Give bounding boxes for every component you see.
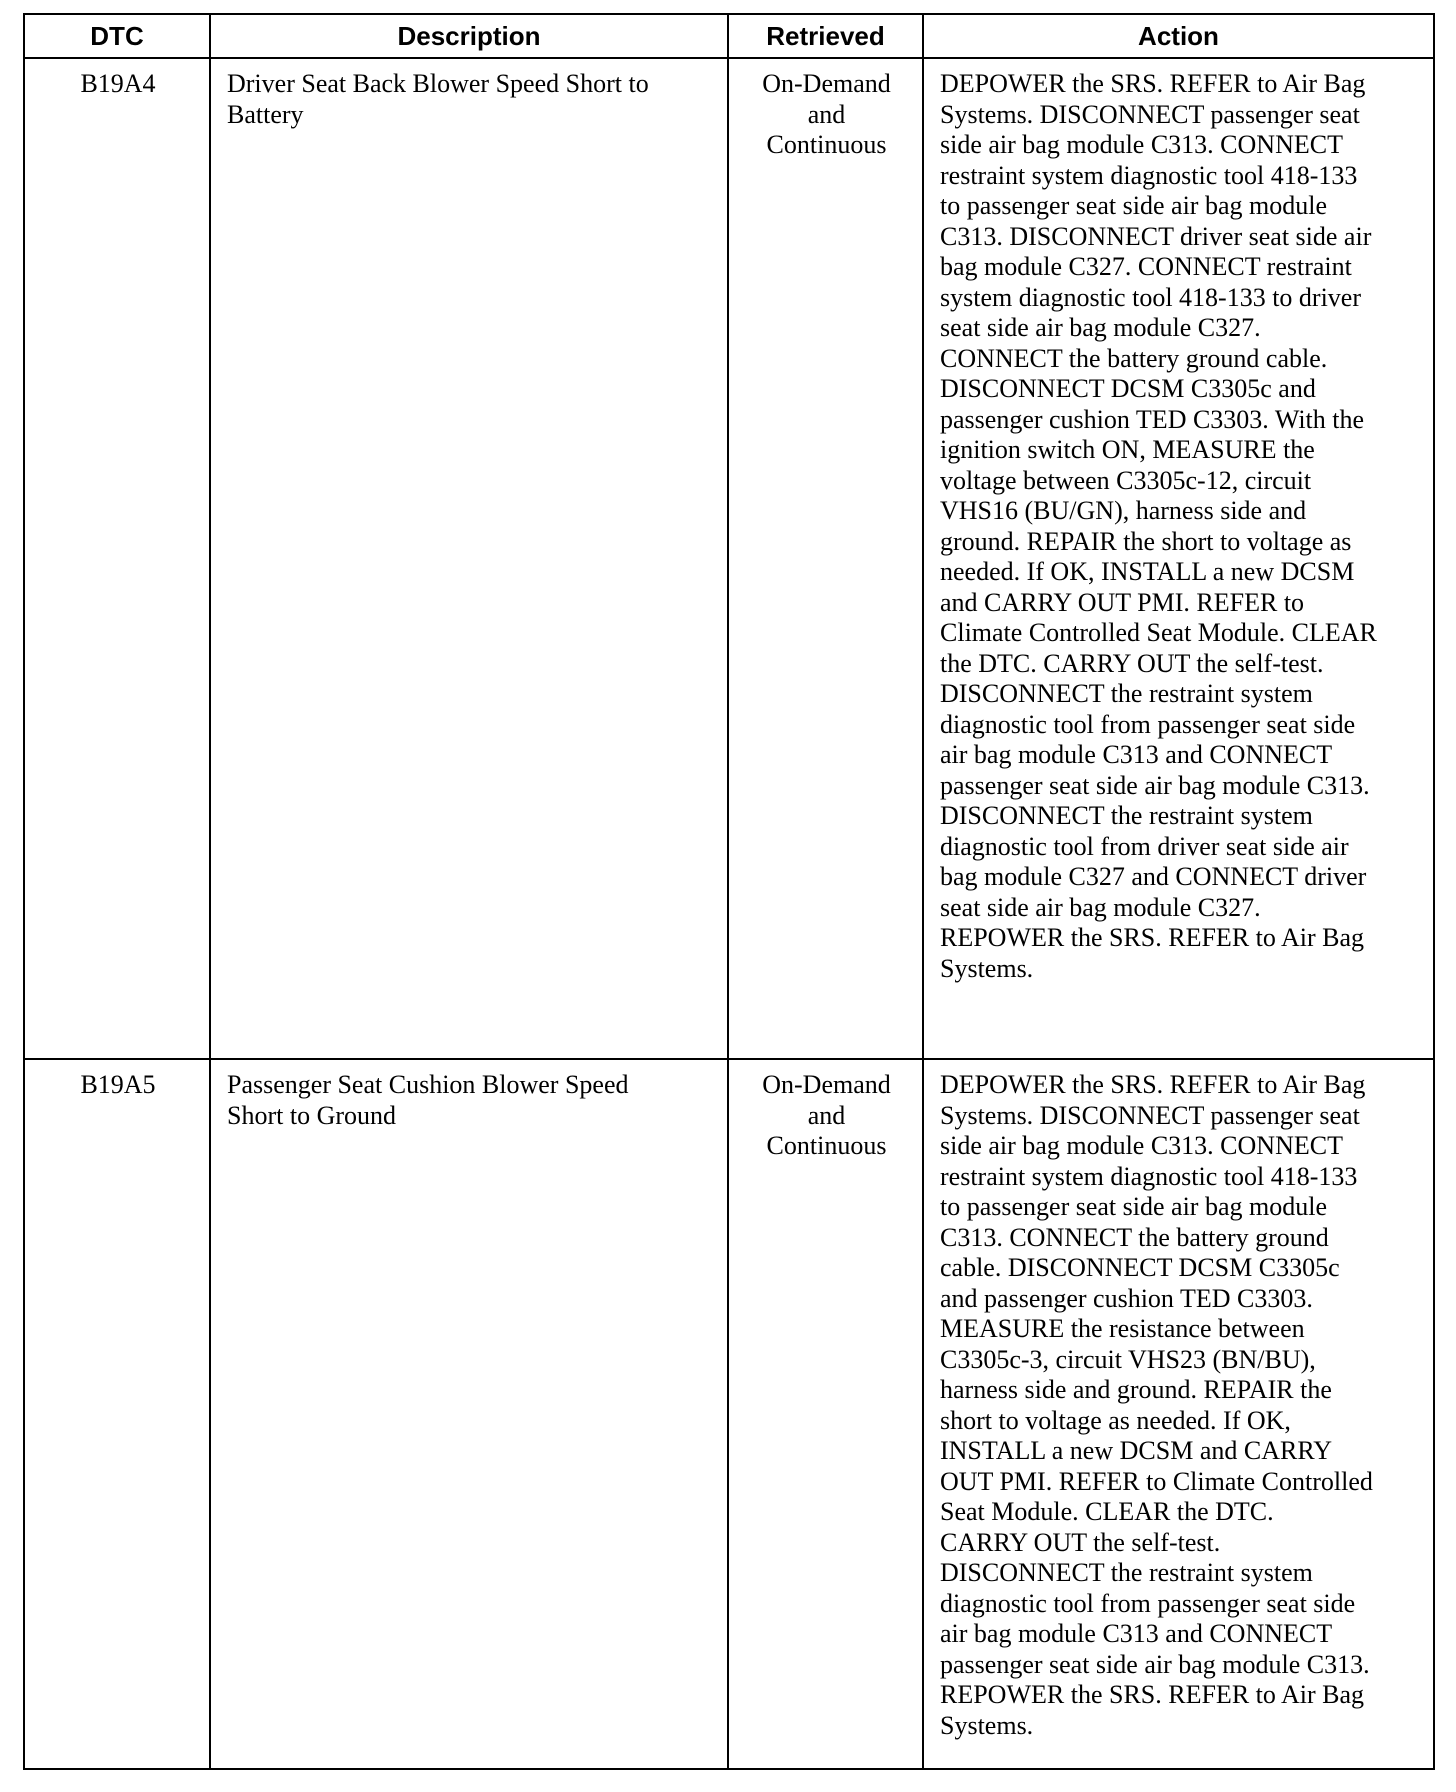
- header-description: Description: [210, 14, 728, 58]
- table-row: [24, 58, 1434, 1059]
- header-dtc: DTC: [24, 14, 210, 58]
- table-row: [24, 1059, 1434, 1769]
- header-row: [24, 14, 1434, 58]
- dtc-action: DEPOWER the SRS. REFER to Air Bag Systems. DISCONNECT passenger seat side air bag module C313. CONNECT restraint system diagnostic tool 418-133 to passenger seat side air bag module C313. CONNECT the battery ground cable. DISCONNECT DCSM C3305c and passenger cushion TED C3303. MEASURE the resistance between C3305c-3, circuit VHS23 (BN/BU), harness side and ground. REPAIR the short to voltage as needed. If OK, INSTALL a new DCSM and CARRY OUT PMI. REFER to Climate Controlled Seat Module. CLEAR the DTC. CARRY OUT the self-test. DISCONNECT the restraint system diagnostic tool from passenger seat side air bag module C313 and CONNECT passenger seat side air bag module C313. REPOWER the SRS. REFER to Air Bag Systems.: [923, 1059, 1434, 1769]
- header-retrieved: Retrieved: [728, 14, 923, 58]
- dtc-description: Driver Seat Back Blower Speed Short to Battery: [210, 58, 728, 1059]
- dtc-retrieved: On-Demand and Continuous: [728, 1059, 923, 1769]
- header-action: Action: [923, 14, 1434, 58]
- dtc-code: B19A5: [24, 1059, 210, 1769]
- dtc-action: DEPOWER the SRS. REFER to Air Bag Systems. DISCONNECT passenger seat side air bag module C313. CONNECT restraint system diagnostic tool 418-133 to passenger seat side air bag module C313. DISCONNECT driver seat side air bag module C327. CONNECT restraint system diagnostic tool 418-133 to driver seat side air bag module C327. CONNECT the battery ground cable. DISCONNECT DCSM C3305c and passenger cushion TED C3303. With the ignition switch ON, MEASURE the voltage between C3305c-12, circuit VHS16 (BU/GN), harness side and ground. REPAIR the short to voltage as needed. If OK, INSTALL a new DCSM and CARRY OUT PMI. REFER to Climate Controlled Seat Module. CLEAR the DTC. CARRY OUT the self-test. DISCONNECT the restraint system diagnostic tool from passenger seat side air bag module C313 and CONNECT passenger seat side air bag module C313. DISCONNECT the restraint system diagnostic tool from driver seat side air bag module C327 and CONNECT driver seat side air bag module C327. REPOWER the SRS. REFER to Air Bag Systems.: [923, 58, 1434, 1059]
- dtc-description: Passenger Seat Cushion Blower Speed Short to Ground: [210, 1059, 728, 1769]
- dtc-retrieved: On-Demand and Continuous: [728, 58, 923, 1059]
- dtc-code: B19A4: [24, 58, 210, 1059]
- dtc-table: [23, 13, 1435, 1770]
